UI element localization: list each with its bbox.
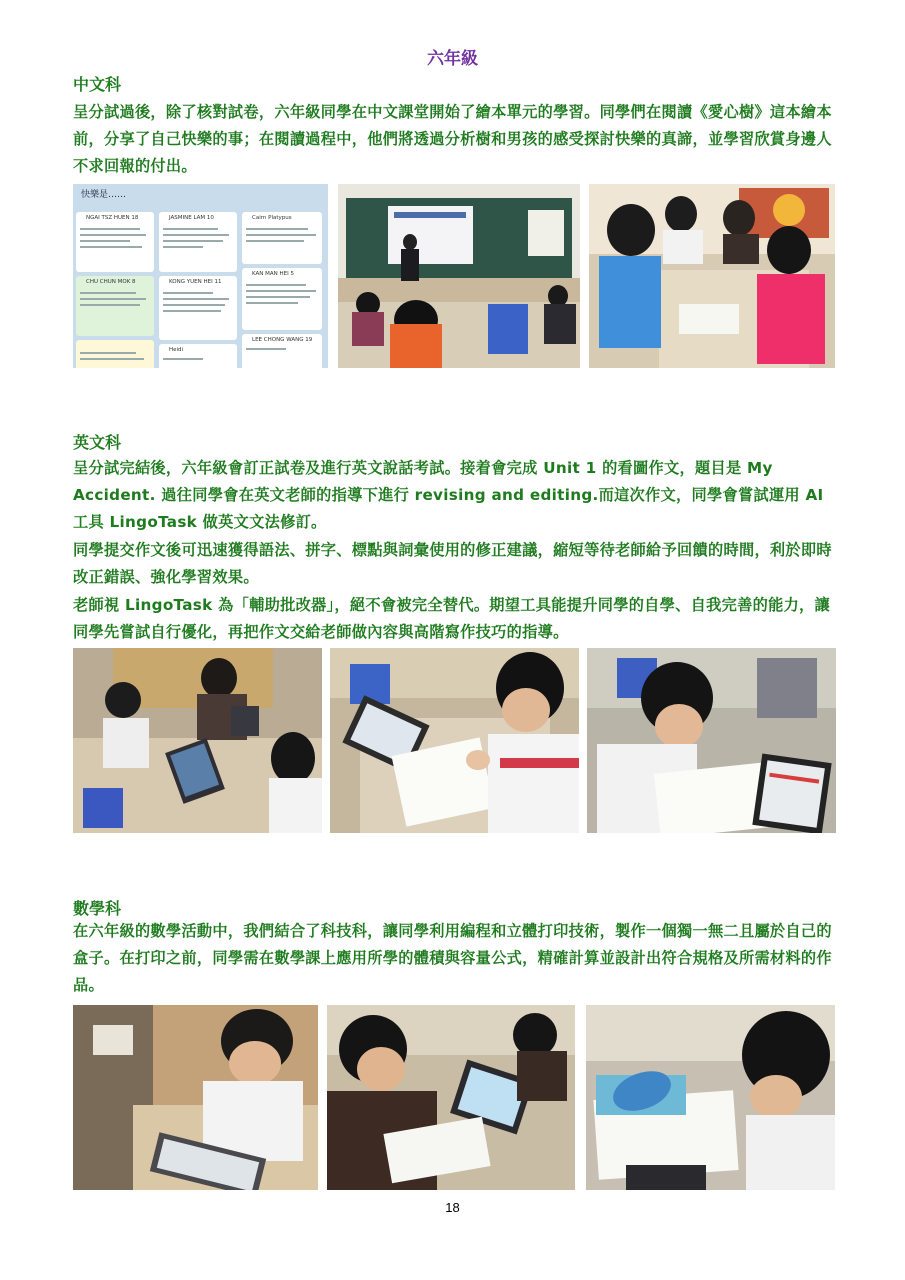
padlet-card: LEE CHONG WANG 19: [242, 334, 322, 368]
padlet-card: JASMINE LAM 10: [159, 212, 237, 272]
photo-student-writing: [330, 648, 579, 833]
photo-group-discussion: [589, 184, 835, 368]
padlet-card: CHU CHUN MOK 8: [76, 276, 154, 336]
chinese-paragraph: 呈分試過後，除了核對試卷，六年級同學在中文課堂開始了繪本單元的學習。同學們在閱讀《愛心樹》這本繪本前，分享了自己快樂的事；在閱讀過程中，他們將透過分析樹和男孩的感受探討快樂的真諦，並學習欣賞身邊人不求回報的付出。: [73, 103, 832, 175]
section-heading-chinese: 中文科: [73, 75, 122, 94]
english-paragraph-1: 呈分試完結後，六年級會訂正試卷及進行英文說話考試。接着會完成 Unit 1 的看圖作文，題目是 My Accident. 過往同學會在英文老師的指導下進行 revising and editing.而這次作文，同學會嘗試運用 AI 工具 LingoTask 做英文文法修訂。: [73, 459, 824, 531]
photo-students-coding: [327, 1005, 575, 1190]
padlet-card: [76, 340, 154, 368]
photo-teacher-blackboard: [338, 184, 580, 368]
page-title: 六年級: [427, 49, 478, 69]
padlet-card: KAN MAN HEI 5: [242, 268, 322, 330]
english-paragraph-2: 同學提交作文後可迅速獲得語法、拼字、標點與詞彙使用的修正建議，縮短等待老師給予回饋的時間，利於即時改正錯誤、強化學習效果。: [73, 541, 832, 586]
photo-students-tablets: [73, 648, 322, 833]
photo-student-designing: [73, 1005, 318, 1190]
math-paragraph: 在六年級的數學活動中，我們結合了科技科，讓同學利用編程和立體打印技術，製作一個獨一無二且屬於自己的盒子。在打印之前，同學需在數學課上應用所學的體積與容量公式，精確計算並設計出符合規格及所需材料的作品。: [73, 922, 832, 994]
english-paragraph-3: 老師視 LingoTask 為「輔助批改器」，絕不會被完全替代。期望工具能提升同學的自學、自我完善的能力，讓同學先嘗試自行優化，再把作文交給老師做內容與高階寫作技巧的指導。: [73, 596, 831, 641]
padlet-board-photo: [73, 184, 328, 368]
page-number: 18: [445, 1200, 460, 1215]
padlet-card: NGAI TSZ HUEN 18: [76, 212, 154, 272]
section-heading-english: 英文科: [73, 433, 122, 452]
photo-student-measuring: [586, 1005, 835, 1190]
padlet-card: Cairn Platypus: [242, 212, 322, 264]
padlet-card: KONG YUEN HEI 11: [159, 276, 237, 340]
photo-student-essay: [587, 648, 836, 833]
padlet-card: Heidi: [159, 344, 237, 368]
padlet-header: 快樂是……: [81, 190, 127, 200]
section-heading-math: 數學科: [73, 899, 122, 918]
